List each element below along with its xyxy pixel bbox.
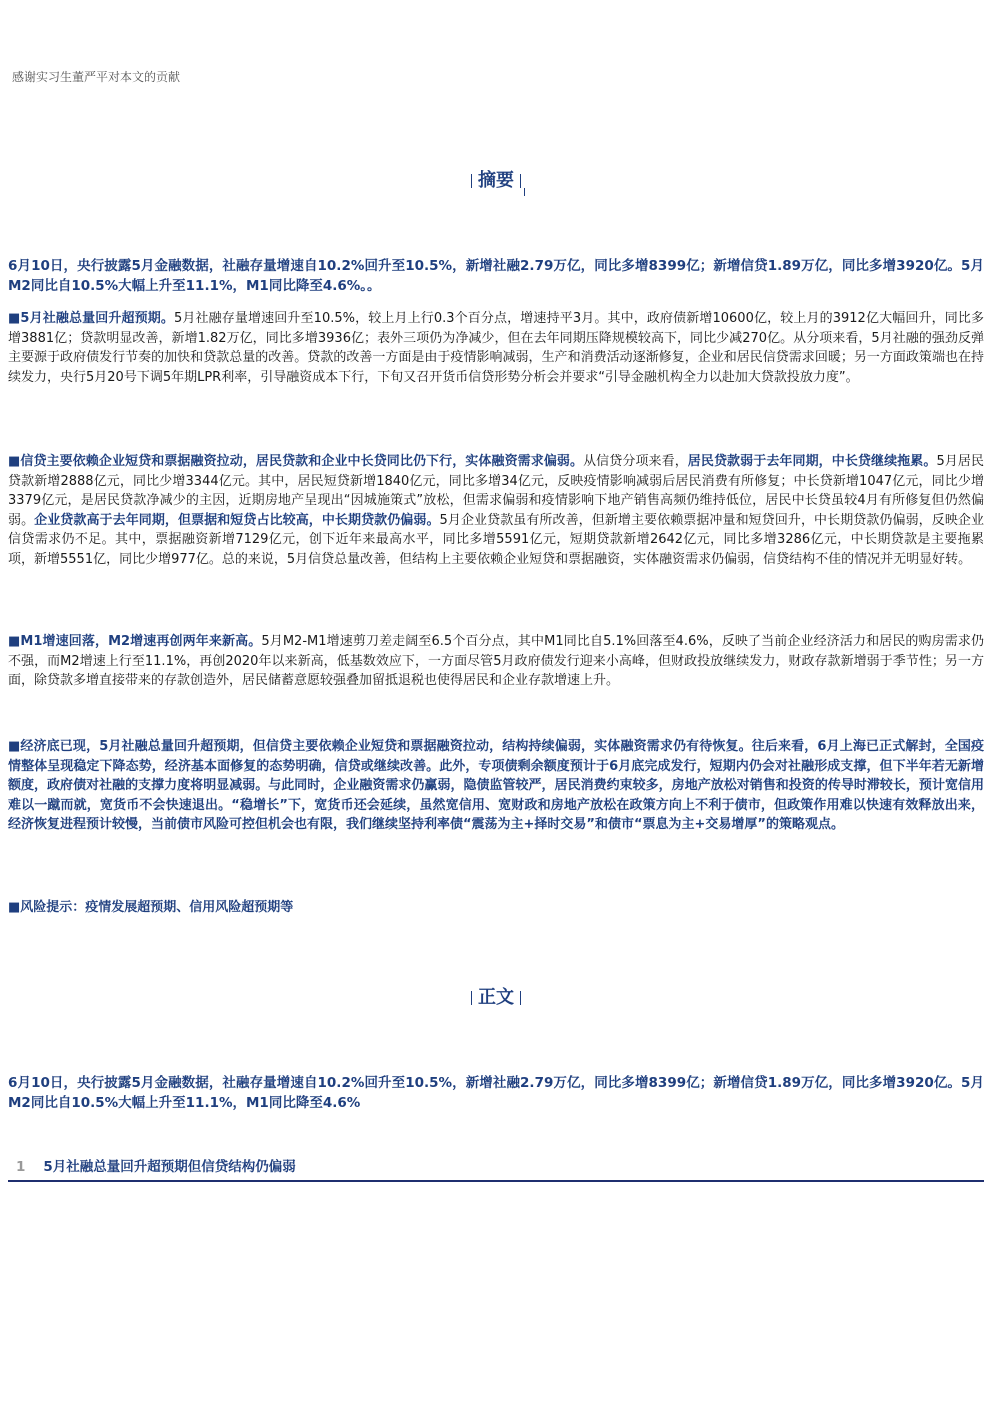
paragraph-2-text-3: 5月企业贷款虽有所改善，但新增主要依赖票据冲量和短贷回升，中长期贷款仍偏弱，反映企业信贷需求仍不足。其中，票据融资新增7129亿元，创下近年来最高水平，同比多增5591亿元，短期贷款新增2642亿元，同比多增3286亿元，中长期贷款是主要拖累项，新增5551亿，同比少增977亿。总的来说，5月信贷总量改善，但结构上主要依赖企业短贷和票据融资，实体融资需求仍偏弱，信贷结构不佳的情况并无明显好转。 [8, 512, 984, 567]
heading-left-bar [471, 174, 472, 188]
summary-lead: 6月10日，央行披露5月金融数据，社融存量增速自10.2%回升至10.5%，新增社融2.79万亿，同比多增8399亿；新增信贷1.89万亿，同比多增3920亿。5月M2同比自10.5%大幅上升至11.1%，M1同比降至4.6%。。 [8, 258, 984, 294]
paragraph-social-financing [8, 309, 984, 387]
summary-heading-block [0, 166, 992, 192]
body-heading-right-bar [520, 991, 521, 1005]
paragraph-1-text: 5月社融存量增速回升至10.5%，较上月上行0.3个百分点，增速持平3月。其中，政府债新增10600亿，较上月的3912亿大幅回升，同比多增3881亿；贷款明显改善，新增1.82万亿，同比多增3936亿；表外三项仍为净减少，但在去年同期压降规模较高下，同比少减270亿。从分项来看，5月社融的强劲反弹主要源于政府债发行节奏的加快和贷款总量的改善。贷款的改善一方面是由于疫情影响减弱，生产和消费活动逐渐修复，企业和居民信贷需求回暖；另一方面政策端也在持续发力，央行5月20号下调5年期LPR利率，引导融资成本下行，下旬又召开货币信贷形势分析会并要求“引导金融机构全力以赴加大贷款投放力度”。 [8, 311, 984, 385]
body-lead: 6月10日，央行披露5月金融数据，社融存量增速自10.2%回升至10.5%，新增社融2.79万亿，同比多增8399亿；新增信贷1.89万亿，同比多增3920亿。5月M2同比自10.5%大幅上升至11.1%，M1同比降至4.6% [8, 1075, 984, 1111]
paragraph-2-bold-2: 居民贷款弱于去年同期，中长贷继续拖累。 [687, 454, 937, 469]
paragraph-2-bold-1: ■信贷主要依赖企业短贷和票据融资拉动，居民贷款和企业中长贷同比仍下行，实体融资需求偏弱。 [8, 454, 584, 469]
paragraph-outlook: ■经济底已现，5月社融总量回升超预期，但信贷主要依赖企业短贷和票据融资拉动，结构持续偏弱，实体融资需求仍有待恢复。往后来看，6月上海已正式解封，全国疫情整体呈现稳定下降态势，经济基本面修复的态势明确，信贷或继续改善。此外，专项债剩余额度预计于6月底完成发行，短期内仍会对社融形成支撑，但下半年若无新增额度，政府债对社融的支撑力度将明显减弱。与此同时，企业融资需求仍赢弱，隐债监管较严，居民消费约束较多，房地产放松对销售和投资的传导时滞较长，预计宽信用难以一蹴而就，宽货币不会快速退出。“稳增长”下，宽货币还会延续，虽然宽信用、宽财政和房地产放松在政策方向上不利于债市，但政策作用难以快速有效释放出来，经济恢复进程预计较慢，当前债市风险可控但机会也有限，我们继续坚持利率债“震荡为主+择时交易”和债市“票息为主+交易增厚”的策略观点。 [8, 739, 984, 832]
paragraph-credit [8, 452, 984, 569]
paragraph-3-bold: ■M1增速回落，M2增速再创两年来新高。 [8, 634, 262, 649]
paragraph-1-bold: ■5月社融总量回升超预期。 [8, 311, 174, 326]
section-1-title: 5月社融总量回升超预期但信贷结构仍偏弱 [43, 1159, 296, 1175]
summary-heading: 摘要 [478, 170, 514, 191]
acknowledgement: 感谢实习生董严平对本文的贡献 [12, 70, 181, 84]
paragraph-2-bold-3: 企业贷款高于去年同期，但票据和短贷占比较高，中长期贷款仍偏弱。 [34, 512, 440, 528]
section-1-heading [16, 1155, 296, 1175]
body-heading-block [0, 983, 992, 1009]
body-heading-left-bar [471, 991, 472, 1005]
section-divider [8, 1180, 984, 1182]
paragraph-3-text: 5月M2-M1增速剪刀差走阔至6.5个百分点，其中M1同比自5.1%回落至4.6%，反映了当前企业经济活力和居民的购房需求仍不强，而M2增速上行至11.1%，再创2020年以来新高，低基数效应下，一方面尽管5月政府债发行迎来小高峰，但财政投放继续发力，财政存款新增弱于季节性；另一方面，除贷款多增直接带来的存款创造外，居民储蓄意愿较强叠加留抵退税也使得居民和企业存款增速上升。 [8, 634, 985, 688]
paragraph-2-text-2: 5月居民贷款新增2888亿元，同比少增3344亿元。其中，居民短贷新增1840亿元，同比多增34亿元，反映疫情影响减弱后居民消费有所修复；中长贷新增1047亿元，同比少增3379亿元，是居民贷款净减少的主因，近期房地产呈现出“因城施策式”放松，但需求偏弱和疫情影响下地产销售高频仍维持低位，居民中长贷虽较4月有所修复但仍然偏弱。 [8, 454, 984, 528]
heading-tick [524, 188, 525, 196]
heading-right-bar [520, 174, 521, 188]
section-1-number: 1 [16, 1159, 26, 1175]
body-heading: 正文 [478, 987, 514, 1008]
risk-warning: ■风险提示：疫情发展超预期、信用风险超预期等 [8, 900, 294, 915]
paragraph-money-supply [8, 632, 984, 691]
paragraph-2-text-1: 从信贷分项来看， [583, 454, 688, 469]
